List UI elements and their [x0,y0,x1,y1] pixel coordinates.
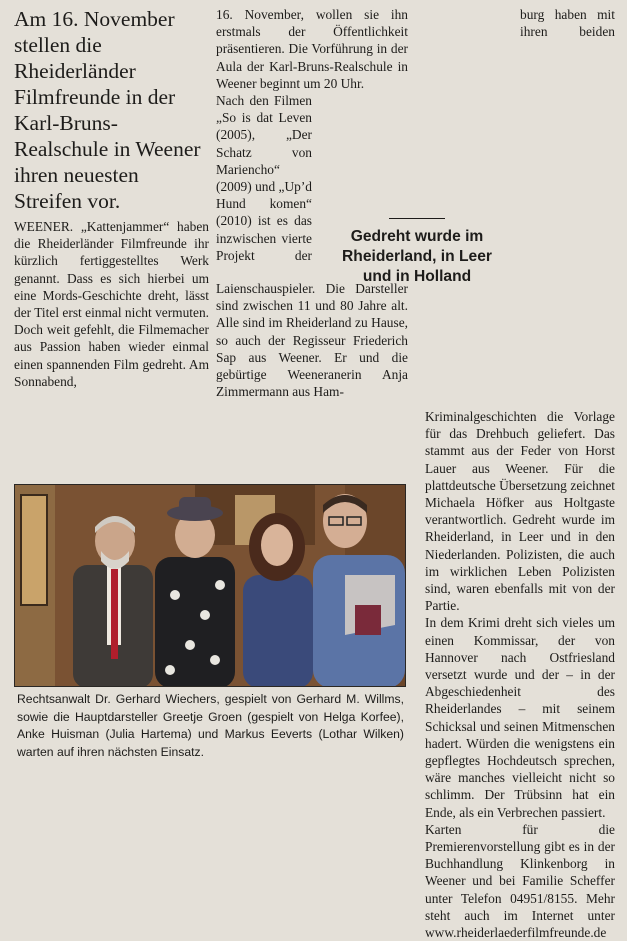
column-3-text-bottom: Karten für die Premierenvorstellung gibt es in der Buchhandlung Klinkenborg in Weener und bei Familie Scheffer unter Telefon 04951/8155. Mehr steht auch im Internet unter www.rheiderlaederfilmfreunde.de [425,821,615,941]
article-headline: Am 16. November stellen die Rheiderländer Filmfreunde in der Karl-Bruns-Realschule in Weener ihren neuesten Streifen vor. [14,7,201,213]
column-1-text: WEENER. „Kattenjammer“ haben die Rheiderländer Filmfreunde ihr kürzlich fertiggestelltes Werk genannt. Dass es sich hierbei um eine Mords-Geschichte dreht, lässt der Titel erst einmal nicht vermuten. Doch weit gefehlt, die Filmemacher aus Passion haben wieder einmal einen spannenden Film gedreht. Am Sonnabend, [14,219,209,389]
column-1 [14,6,209,390]
column-3-text-mid: In dem Krimi dreht sich vieles um einen Kommissar, der von Hannover nach Ostfriesland versetzt wurde und der – in der Abgeschiedenheit des Rheiderlandes – mit seinem Schicksal und seinen Mitmenschen hadert. Würden die wenigstens ein gepflegtes Hochdeutsch sprechen, wäre manches vielleicht nicht so schlimm. Der Trübsinn hat ein Ende, als ein Verbrechen passiert. [425,615,615,820]
pull-quote-text: Gedreht wurde im Rheiderland, in Leer und in Holland [342,228,492,285]
column-2-text-mid: Nach den Filmen „So is dat Leven (2005), „Der Schatz von Mariencho“ (2009) und „Up’d Hund komen“ (2010) ist es das inzwischen vierte Projekt der Laienschauspieler. Die Darsteller sind zwischen 11 und 80 Jahre alt. Alle sind im Rheiderland zu Hause, so auch der Regisseur Friederich Sap aus Weener. Er und die gebürtige Weeneranerin Anja Zimmermann aus Ham- [216,93,408,400]
photo-illustration [15,485,406,687]
pull-quote-rule-top [389,218,445,219]
column-2 [216,6,408,400]
column-3-text-top: burg haben mit ihren beiden Kriminalgeschichten die Vorlage für das Drehbuch geliefert. Das stammt aus der Feder von Horst Lauer aus Weener. Für die plattdeutsche Übersetzung zeichnet Michaela Höfker aus Holtgaste verantwortlich. Gedreht wurde im Rheiderland, in Leer und in den Niederlanden. Polizisten, die auch im wirklichen Leben Polizisten sind, waren ebenfalls mit von der Partie. [425,7,615,614]
column-2-text-top: 16. November, wollen sie ihn erstmals der Öffentlichkeit präsentieren. Die Vorführung in der Aula der Karl-Bruns-Realschule in Weener beginnt um 20 Uhr. [216,7,408,91]
article-photo [14,484,406,687]
photo-caption: Rechtsanwalt Dr. Gerhard Wiechers, gespielt von Gerhard M. Willms, sowie die Hauptdarsteller Greetje Groen (gespielt von Helga Korfee), Anke Huisman (Julia Hartema) und Markus Eeverts (Lothar Wilken) warten auf ihren nächsten Einsatz. [17,692,404,759]
pull-quote-box [326,218,508,287]
column-3 [425,6,615,941]
